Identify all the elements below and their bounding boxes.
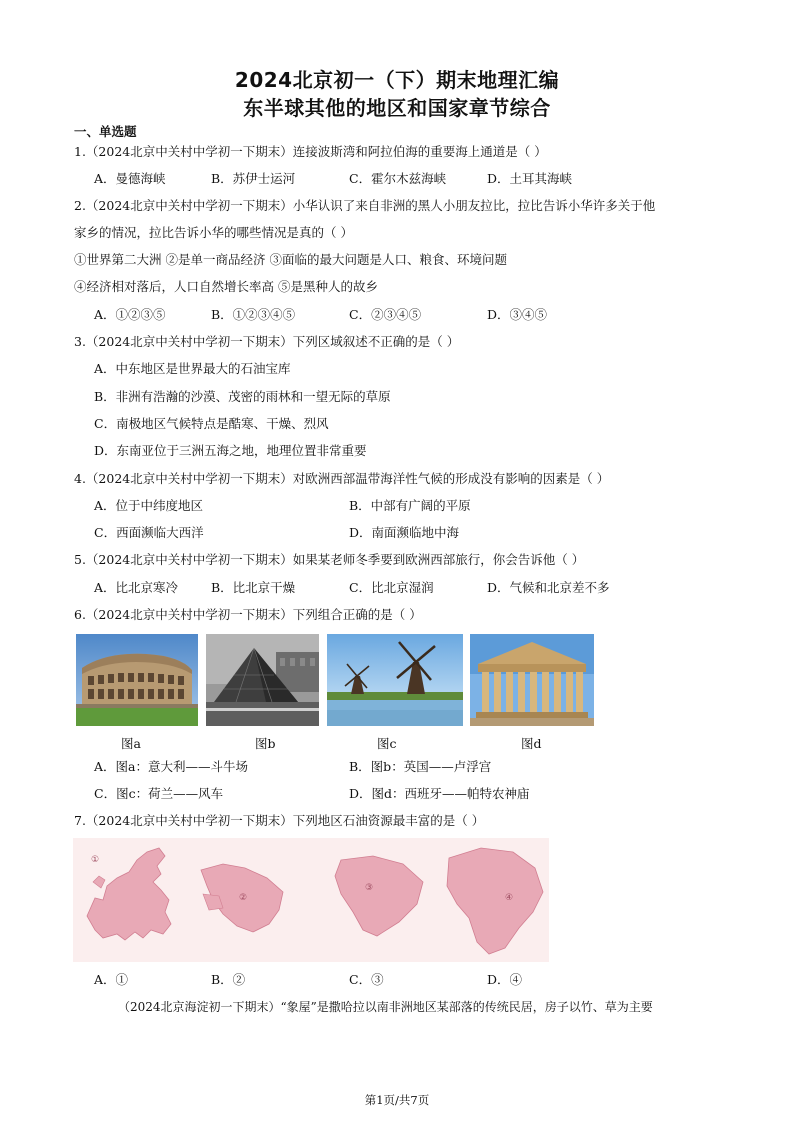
q2-option-b: B．①②③④⑤ xyxy=(211,307,296,322)
document-title: 2024北京初一（下）期末地理汇编 xyxy=(234,68,560,92)
q3-option-b: B．非洲有浩瀚的沙漠、茂密的雨林和一望无际的草原 xyxy=(94,389,391,404)
q2-option-c: C．②③④⑤ xyxy=(349,307,422,322)
q2-option-a: A．①②③⑤ xyxy=(94,307,166,322)
caption-fig-b: 图b xyxy=(255,736,276,751)
q1-option-a: A．曼德海峡 xyxy=(94,171,166,186)
q3-option-c: C．南极地区气候特点是酷寒、干燥、烈风 xyxy=(94,416,329,431)
q7-option-c: C．③ xyxy=(349,972,384,987)
q4-option-a: A．位于中纬度地区 xyxy=(94,498,204,513)
q2-option-d: D．③④⑤ xyxy=(487,307,548,322)
parthenon-photo xyxy=(470,634,594,726)
q2-stem-line2: 家乡的情况，拉比告诉小华的哪些情况是真的（ ） xyxy=(74,225,353,240)
map-label-3: ③ xyxy=(365,883,374,893)
document-subtitle: 东半球其他的地区和国家章节综合 xyxy=(243,96,551,120)
q2-stem-line4: ④经济相对落后，人口自然增长率高 ⑤是黑种人的故乡 xyxy=(74,279,378,294)
caption-fig-c: 图c xyxy=(377,736,397,751)
map-label-4: ④ xyxy=(505,893,514,903)
q8-stem: （2024北京海淀初一下期末）“象屋”是撒哈拉以南非洲地区某部落的传统民居，房子以竹、草为主要 xyxy=(118,1000,653,1014)
q5-stem: 5.（2024北京中关村中学初一下期末）如果某老师冬季要到欧洲西部旅行，你会告诉他（ ） xyxy=(74,552,585,567)
q6-stem: 6.（2024北京中关村中学初一下期末）下列组合正确的是（ ） xyxy=(74,607,422,622)
q7-option-b: B．② xyxy=(211,972,246,987)
q4-option-d: D．南面濒临地中海 xyxy=(349,525,460,540)
q6-option-b: B．图b：英国——卢浮宫 xyxy=(349,759,492,774)
caption-fig-a: 图a xyxy=(121,736,141,751)
colosseum-photo xyxy=(76,634,198,726)
louvre-pyramid-photo xyxy=(206,634,319,726)
q2-stem-line3: ①世界第二大洲 ②是单一商品经济 ③面临的最大问题是人口、粮食、环境问题 xyxy=(74,252,507,267)
q6-option-a: A．图a：意大利——斗牛场 xyxy=(94,759,248,774)
q6-option-d: D．图d：西班牙——帕特农神庙 xyxy=(349,786,530,801)
q5-option-d: D．气候和北京差不多 xyxy=(487,580,610,595)
q5-option-a: A．比北京寒冷 xyxy=(94,580,179,595)
q4-stem: 4.（2024北京中关村中学初一下期末）对欧洲西部温带海洋性气候的形成没有影响的因素是（ ） xyxy=(74,471,610,486)
q5-option-c: C．比北京湿润 xyxy=(349,580,434,595)
q3-option-d: D．东南亚位于三洲五海之地，地理位置非常重要 xyxy=(94,443,367,458)
q7-option-d: D．④ xyxy=(487,972,523,987)
q5-option-b: B．比北京干燥 xyxy=(211,580,296,595)
q4-option-c: C．西面濒临大西洋 xyxy=(94,525,204,540)
map-label-2: ② xyxy=(239,893,248,903)
section-heading: 一、单选题 xyxy=(74,124,137,139)
q1-option-b: B．苏伊士运河 xyxy=(211,171,296,186)
caption-fig-d: 图d xyxy=(521,736,542,751)
q1-option-c: C．霍尔木兹海峡 xyxy=(349,171,447,186)
q6-option-c: C．图c：荷兰——风车 xyxy=(94,786,224,801)
region-map xyxy=(73,838,549,962)
q4-option-b: B．中部有广阔的平原 xyxy=(349,498,471,513)
map-label-1: ① xyxy=(91,855,100,865)
windmills-photo xyxy=(327,634,463,726)
q3-option-a: A．中东地区是世界最大的石油宝库 xyxy=(94,361,291,376)
q1-stem: 1.（2024北京中关村中学初一下期末）连接波斯湾和阿拉伯海的重要海上通道是（ ） xyxy=(74,144,547,159)
page-footer: 第1页/共7页 xyxy=(364,1093,430,1107)
q7-option-a: A．① xyxy=(94,972,129,987)
q7-stem: 7.（2024北京中关村中学初一下期末）下列地区石油资源最丰富的是（ ） xyxy=(74,813,485,828)
q2-stem-line1: 2.（2024北京中关村中学初一下期末）小华认识了来自非洲的黑人小朋友拉比，拉比告诉小华许多关于他 xyxy=(74,198,656,213)
q1-option-d: D．土耳其海峡 xyxy=(487,171,573,186)
q3-stem: 3.（2024北京中关村中学初一下期末）下列区域叙述不正确的是（ ） xyxy=(74,334,460,349)
